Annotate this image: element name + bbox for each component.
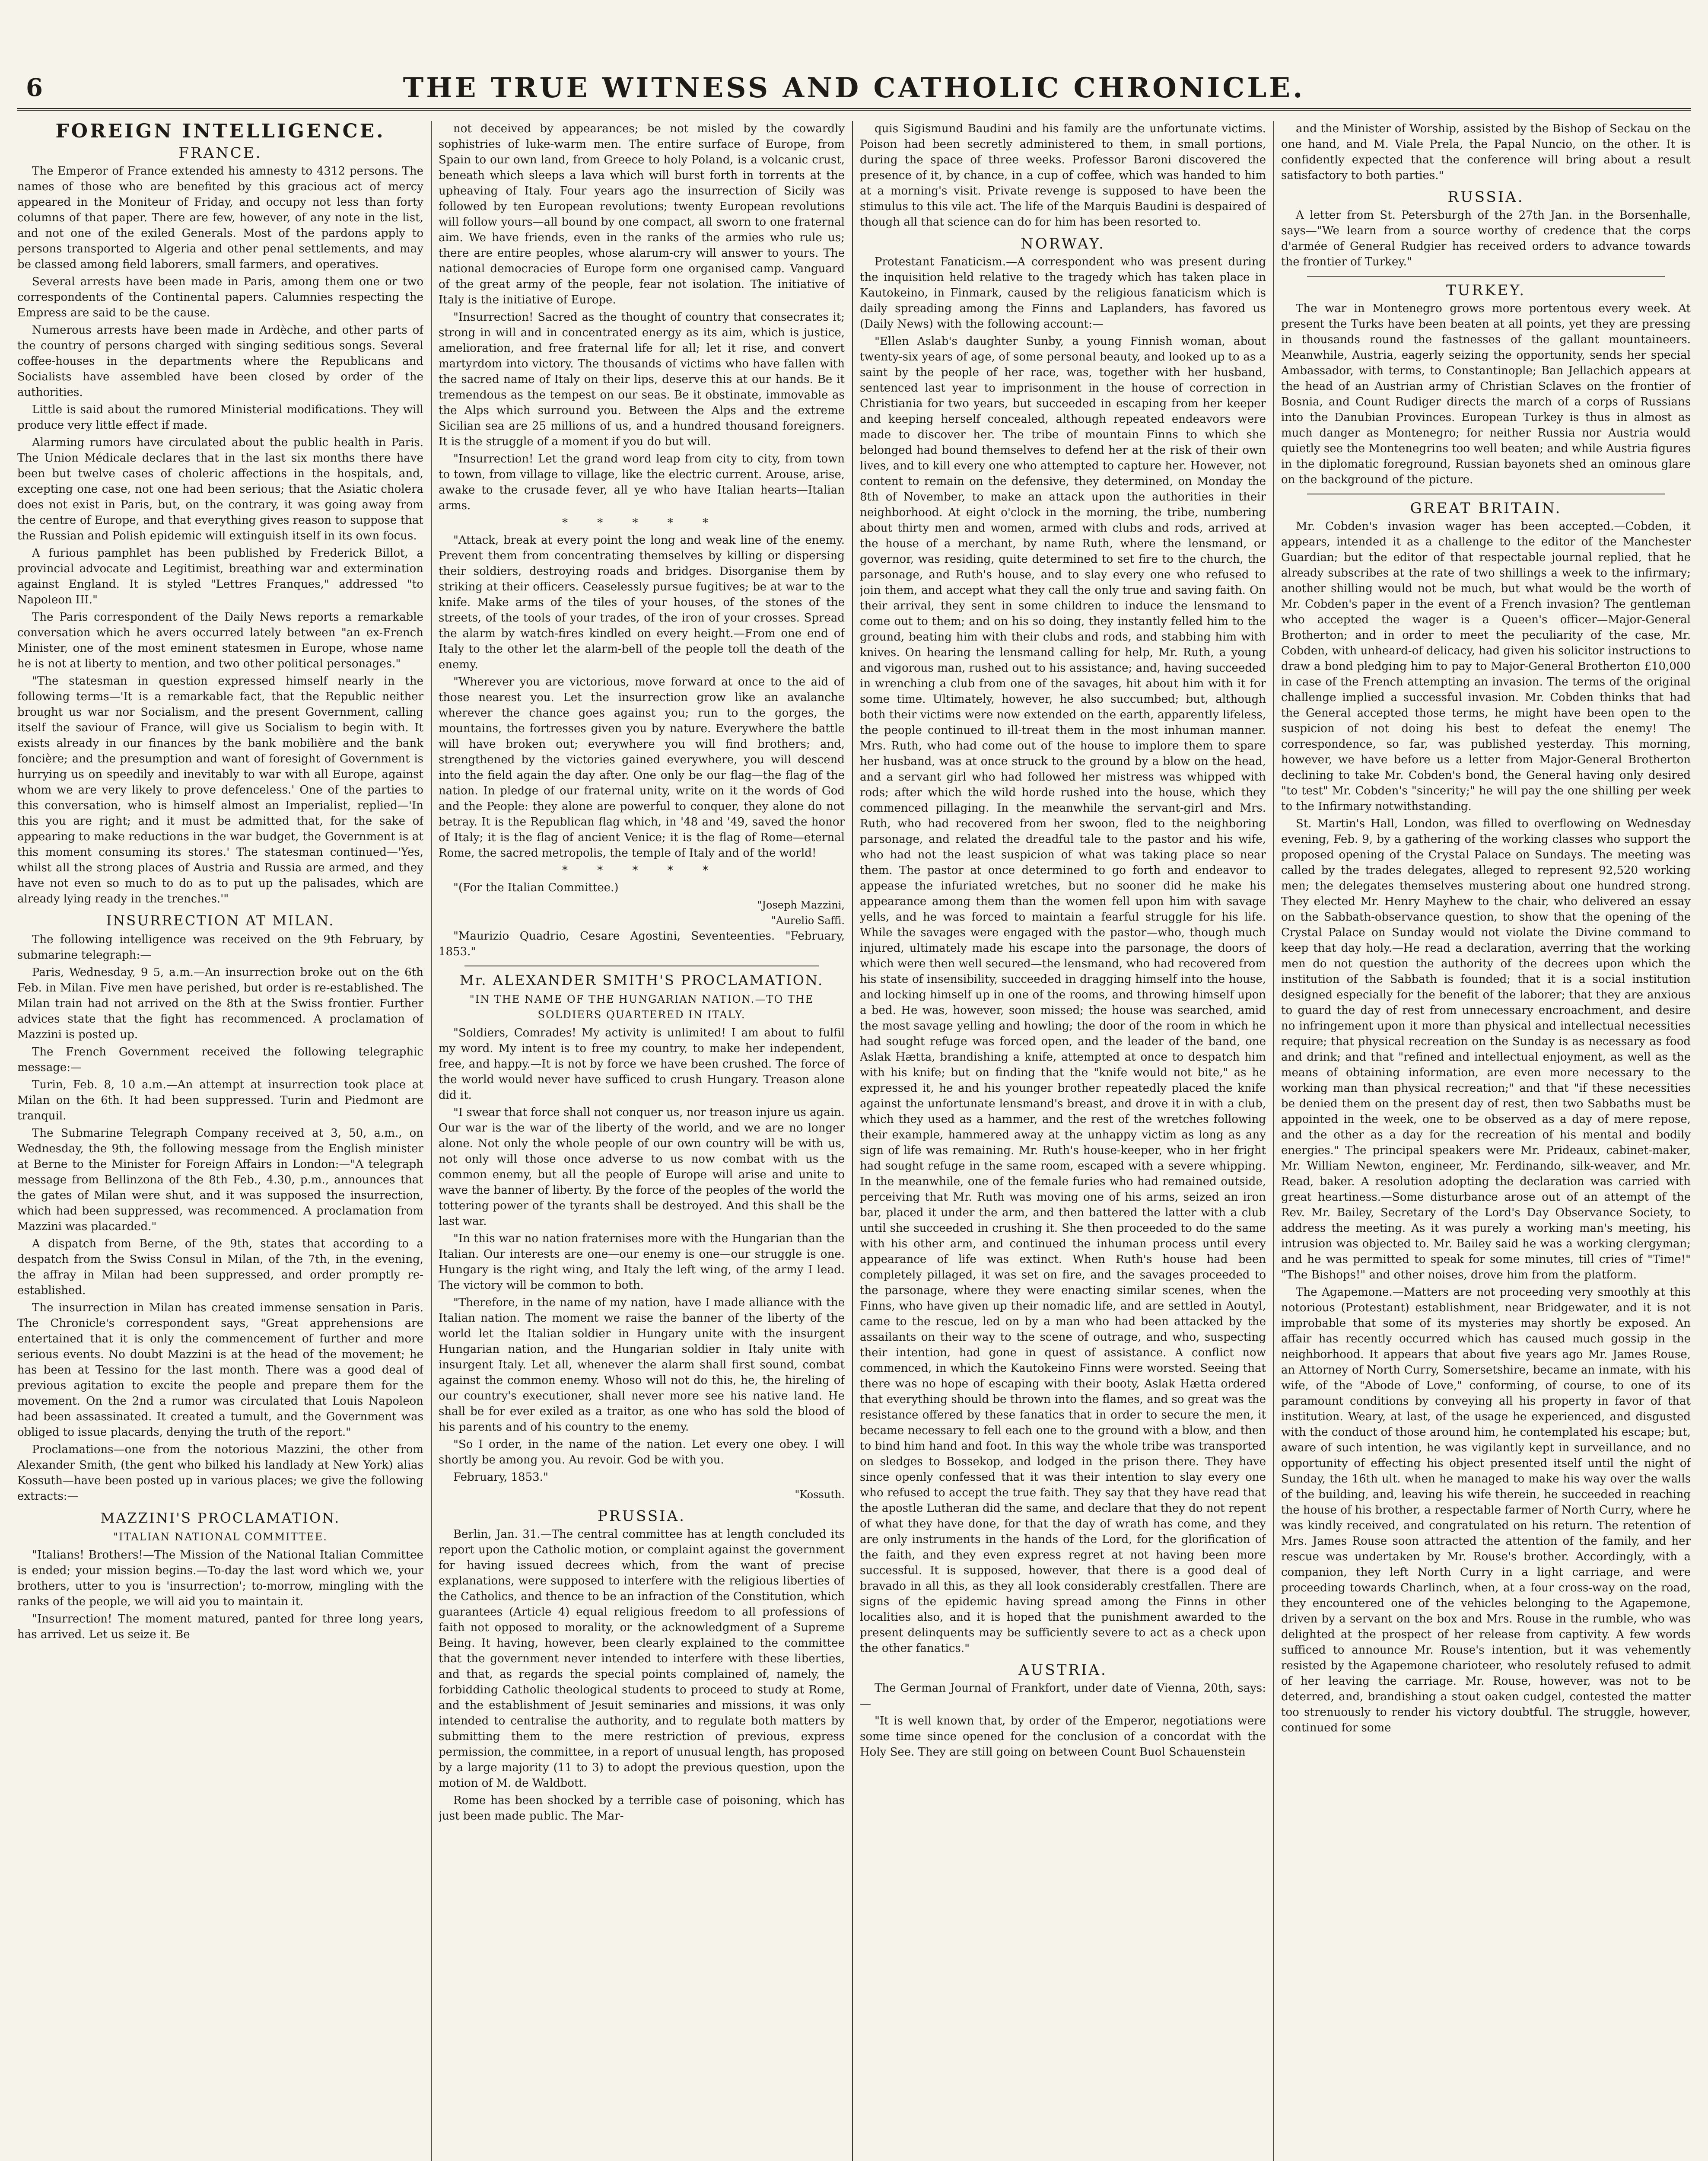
paragraph: and the Minister of Worship, assisted by the Bishop of Seckau on the one hand, and M. Viale Prela, the Papal Nuncio, on the other. It is confidently expected that the conference will bring about a result satisfactory to both parties." [1281,122,1691,182]
paragraph: Little is said about the rumored Ministerial modifications. They will produce very little effect if made. [17,403,423,432]
proclamation-date: February, 1853." [453,1471,548,1484]
ellipsis-divider: * * * * * [562,864,722,877]
mazzini-continued [439,121,845,513]
paragraph: St. Martin's Hall, London, was filled to overflowing on Wednesday evening, Feb. 9, by a gathering of the working classes who support the proposed opening of the Crystal Palace on Sundays. The meeting was called by the trades delegates, alleged to represent 92,520 working men; the delegates themselves mustering about one hundred strong. They elected Mr. Henry Mayhew to the chair, who delivered an essay on the Sabbath-observance question, to show that the opening of the Crystal Palace on Sunday would not violate the Divine command to keep that day holy.—He read a declaration, averring that the working men do not question the authority of the decrees upon which the institution of the Sabbath is founded; that it is a social institution designed especially for the benefit of the laborer; that they are anxious to guard the day of rest from unnecessary encroachment, and desire no infringement upon it more than physical and intellectual necessities require; that physical recreation on the Sunday is as necessary as food and drink; and that "refined and intellectual enjoyment, as well as the means of obtaining information, are even more necessary to the working man than physical recreation;" and that "if these necessities be denied them on the present day of rest, then two Sabbaths must be appointed in the week, one to be observed as a day of mere repose, and the other as a day for the recreation of his mental and bodily energies." The principal speakers were Mr. Prideaux, cabinet-maker, Mr. William Newton, engineer, Mr. Ferdinando, silk-weaver, and Mr. Read, baker. A resolution adopting the declaration was carried with great heartiness.—Some disturbance arose out of an attempt of the Rev. Mr. Bailey, Secretary of the Lord's Day Observance Society, to address the meeting. As it was purely a working man's meeting, his intrusion was objected to. Mr. Bailey said he was a working clergyman; and he was permitted to speak for some minutes, till cries of "Time!" "The Bishops!" and other noises, drove him from the platform. [1281,817,1691,1281]
paragraph: "The statesman in question expressed himself nearly in the following terms—'It is a remarkable fact, that the Republic neither brought us war nor Socialism, and the present Government, calling itself the saviour of France, will give us Socialism to begin with. It exists already in our finances by the bank mobilière and the bank foncière; and the presumption and want of foresight of Government is hurrying us on speedily and inevitably to war with all Europe, against whom we are very likely to prove defenceless.' One of the parties to this conversation, who is himself almost an Imperialist, replied—'In this you are right; and it must be admitted that, for the sake of appearing to make reductions in the war budget, the Government is at this moment consuming its stores.' The statesman continued—'Yes, whilst all the strong places of Austria and Russia are armed, and they have not even so much to do as to put up the palisades, which are already lying ready in the trenches.'" [17,675,423,905]
column-4 [1281,121,1691,2161]
paragraph: "Insurrection! Let the grand word leap from city to city, from town to town, from village to village, like the electric current. Arouse, arise, awake to the crusade fever, all ye who have Italian hearts—Italian arms. [439,453,845,512]
paragraph: "Therefore, in the name of my nation, have I made alliance with the Italian nation. The moment we raise the banner of the liberty of the world let the Italian soldier in Hungary unite with the insurgent Hungarian nation, and the Hungarian soldier in Italy unite with insurgent Italy. Let all, whenever the alarm shall first sound, combat against the common enemy. Whoso will not do this, he, the hireling of our country's executioner, shall never more see his native land. He shall be for ever exiled as a traitor, as one who has sold the blood of his parents and of his country to the enemy. [439,1296,845,1434]
masthead [17,65,1691,111]
signature-extra: "Maurizio Quadrio, Cesare Agostini, Seventeenties. "February, 1853." [439,930,845,958]
signature: "Kossuth. [795,1488,845,1501]
paragraph: Rome has been shocked by a terrible case of poisoning, which has just been made public. The Mar- [439,1794,845,1823]
paragraph: Numerous arrests have been made in Ardèche, and other parts of the country of persons charged with singing seditious songs. Several coffee-houses in the departments where the Republicans and Socialists have assembled have been closed by order of the authorities. [17,324,423,399]
paragraph: The Agapemone.—Matters are not proceeding very smoothly at this notorious (Protestant) establishment, near Bridgewater, and it is not improbable that some of its mysteries may shortly be exposed. An affair has recently occurred which has caused much gossip in the neighborhood. It appears that about five years ago Mr. James Rouse, an Attorney of North Curry, Somersetshire, became an inmate, with his wife, of the "Abode of Love," conforming, of course, to one of its paramount conditions by conveying all his property in favor of that institution. Weary, at last, of the usage he experienced, and disgusted with the conduct of those around him, he contemplated his escape; but, aware of such intention, he was vigilantly kept in surveillance, and no opportunity of effecting his object presented itself until the night of Sunday, the 16th ult. when he managed to make his way over the walls of the building, and, leaving his wife therein, he succeeded in reaching the house of his brother, a respectable farmer of North Curry, where he was kindly received, and congratulated on his return. The retention of Mrs. James Rouse soon attracted the attention of the family, and her rescue was undertaken by Mr. Rouse's brother. Accordingly, with a companion, they left North Curry in a light carriage, and were proceeding towards Charlinch, when, at a four cross-way on the road, they encountered one of the vehicles belonging to the Agapemone, driven by a servant on the box and Mrs. Rouse in the rumble, who was delighted at the prospect of her release from captivity. A few words sufficed to announce Mr. Rouse's intention, but it was vehemently resisted by the Agapemone charioteer, who resolutely refused to admit of her leaving the carriage. Mr. Rouse, however, was not to be deterred, and, brandishing a stout oaken cudgel, contested the matter too strenuously to render his victory doubtful. The struggle, however, continued for some [1281,1286,1691,1734]
paragraph: not deceived by appearances; be not misled by the cowardly sophistries of luke-warm men. The entire surface of Europe, from Spain to our own land, from Greece to holy Poland, is a volcanic crust, beneath which sleeps a lava which will burst forth in torrents at the upheaving of Italy. Four years ago the insurrection of Sicily was followed by ten European revolutions; twenty European revolutions will follow yours—all bound by one compact, all sworn to one fraternal aim. We have friends, even in the ranks of the armies who rule us; there are entire peoples, whose alarum-cry will answer to yours. The national democracies of Europe form one organised camp. Vanguard of the great army of the people, fear not isolation. The initiative of Italy is the initiative of Europe. [439,122,845,306]
article-subheading: "ITALIAN NATIONAL COMMITTEE. [113,1531,328,1543]
newspaper-title: THE TRUE WITNESS AND CATHOLIC CHRONICLE. [403,72,1305,104]
paragraph: The insurrection in Milan has created immense sensation in Paris. The Chronicle's correspondent says, "Great apprehensions are entertained that it is only the commencement of further and more serious events. No doubt Mazzini is at the head of the movement; he has been at Tessino for the last month. There was a good deal of previous agitation to excite the people and prepare them for the movement. On the 2nd a rumor was circulated that Louis Napoleon had been assassinated. It created a tumult, and the Government was obliged to issue placards, denying the truth of the report." [17,1301,423,1439]
paragraph: The German Journal of Frankfort, under date of Vienna, 20th, says:— [860,1682,1266,1710]
mazzini-proclamation [17,1547,423,1642]
paragraph: "Italians! Brothers!—The Mission of the National Italian Committee is ended; your mission begins.—To-day the last word which we, your brothers, utter to you is 'insurrection'; to-morrow, mingling with the ranks of the people, we will aid you to maintain it. [17,1549,423,1608]
paragraph: "Ellen Aslab's daughter Sunby, a young Finnish woman, about twenty-six years of age, of some personal beauty, and looked up to as a saint by the people of her race, was, together with her husband, sentenced last year to imprisonment in the house of correction in Christiania for two years, but succeeded in escaping from her keeper and keeping herself concealed, although repeated endeavors were made to discover her. The tribe of mountain Finns to which she belonged had bound themselves to defend her at the risk of their own lives, and to kill every one who attempted to capture her. However, not content to remain on the defensive, they determined, on Monday the 8th of November, to make an attack upon the authorities in their neighborhood. At eight o'clock in the morning, the tribe, numbering about thirty men and women, armed with clubs and rods, arrived at the house of a merchant, by name Ruth, where the lensmand, or governor, was residing, quite determined to set fire to the church, the parsonage, and Ruth's house, and to slay every one who refused to join them, and accept what they call the only true and saving faith. On their arrival, they sent in some children to induce the lensmand to come out to them; and on his so doing, they instantly felled him to the ground, beating him with their clubs and rods, and stabbing him with knives. On hearing the lensmand calling for help, Mr. Ruth, a young and vigorous man, rushed out to his assistance; and, having succeeded in wrenching a club from one of the savages, hit about him with it for some time. Ultimately, however, he also succumbed; but, although both their victims were now extended on the earth, apparently lifeless, the people continued to ill-treat them in the most inhuman manner. Mrs. Ruth, who had come out of the house to implore them to spare her husband, was at once struck to the ground by a blow on the head, and a servant girl who had followed her mistress was whipped with rods; after which the wild horde rushed into the house, which they commenced pillaging. In the meanwhile the servant-girl and Mrs. Ruth, who had recovered from her swoon, fled to the neighboring parsonage, and related the dreadful tale to the pastor and his wife, who had not the least suspicion of what was taking place so near them. The pastor at once determined to go forth and endeavor to appease the infuriated wretches, but no sooner did he make his appearance among them than the women fell upon him with savage yells, and he was forced to maintain a fearful struggle for his life. While the savages were engaged with the pastor—who, though much injured, ultimately made his escape into the parsonage, the doors of which were then well secured—the lensmand, who had recovered from his state of insensibility, succeeded in dragging himself into the house, and locking himself up in one of the rooms, and throwing himself upon a bed. He was, however, soon missed; the house was searched, amid the most savage yelling and howling; the door of the room in which he had sought refuge was forced open, and the leader of the band, one Aslak Hætta, brandishing a knife, attempted at once to despatch him with his knife; but on finding that the "knife would not bite," as he expressed it, he and his younger brother repeatedly placed the knife against the unfortunate lensmand's breast, and drove it in with a club, which they used as a hammer, and the rest of the wretches following their example, hammered away at the unhappy victim as long as any sign of life was remaining. Mr. Ruth's house-keeper, who in her fright had sought refuge in the same room, escaped with a severe whipping. In the meanwhile, one of the female furies who had remained outside, perceiving that Mr. Ruth was moving one of his arms, seized an iron bar, placed it under the arm, and then battered the latter with a club until she succeeded in crushing it. She then proceeded to do the same with his other arm, and continued the inhuman process until every appearance of life was extinct. When Ruth's house had been completely pillaged, it was set on fire, and the savages proceeded to the parsonage, where they were enacting similar scenes, when the Finns, who have given up their nomadic life, and are settled in Aoutyl, came to the rescue, led on by a man who had been attacked by the assailants on their way to the scene of outrage, and who, suspecting their intention, had gone in quest of assistance. A conflict now commenced, in which the Kautokeino Finns were worsted. Seeing that there was no hope of escaping with their booty, Aslak Hætta ordered that everything should be thrown into the flames, and so great was the resistance offered by these fanatics that in order to secure the men, it became necessary to fell each one to the ground with a blow, and then to bind him hand and foot. In this way the whole tribe was transported on sledges to Bossekop, and lodged in the prison there. They have since openly confessed that it was their intention to slay every one who refused to accept the true faith. They say that they have read that the apostle Lutheran did the same, and declare that they do not repent of what they have done, for that the day of wrath has come, and they are only instruments in the hands of the Lord, for the glorification of the faith, and they even express regret at not having been more successful. It is supposed, however, that there is a good deal of bravado in all this, as they all look considerably crestfallen. There are signs of the epidemic having spread among the Finns in other localities also, and it is hoped that the punishment awarded to the present delinquents may be sufficiently severe to act as a check upon the other fanatics." [860,335,1266,1655]
column-rule [852,121,853,2161]
paragraph: "So I order, in the name of the nation. Let every one obey. I will shortly be among you. Au revoir. God be with you. [439,1438,845,1466]
paragraph: The Submarine Telegraph Company received at 3, 50, a.m., on Wednesday, the 9th, the following message from the English minister at Berne to the Minister for Foreign Affairs in London:—"A telegraph message from Bellinzona of the 8th Feb., 4.30, p.m., announces that the gates of Milan were shut, and it was supposed the insurrection, which had been suppressed, was recommenced. A proclamation from Mazzini was placarded." [17,1127,423,1233]
paragraph: "Insurrection! The moment matured, panted for three long years, has arrived. Let us seize it. Be [17,1613,423,1641]
signature: "Joseph Mazzini, [757,899,845,911]
article-heading: INSURRECTION AT MILAN. [106,912,335,929]
russia-article [1281,207,1691,270]
article-heading: MAZZINI'S PROCLAMATION. [100,1510,340,1526]
paragraph: "Attack, break at every point the long and weak line of the enemy. Prevent them from concentrating themselves by killing or dispersing their soldiers, destroying roads and bridges. Disorganise them by striking at their officers. Ceaselessly pursue fugitives; be at war to the knife. Make arms of the tiles of your houses, of the stones of the streets, of the tools of your trades, of the iron of your crosses. Spread the alarm by watch-fires kindled on every height.—From one end of Italy to the other let the alarm-bell of the people toll the death of the enemy. [439,534,845,671]
paragraph: The French Government received the following telegraphic message:— [17,1045,423,1074]
divider [1307,276,1665,277]
country-heading: GREAT BRITAIN. [1410,500,1562,517]
paragraph: A letter from St. Petersburgh of the 27th Jan. in the Borsenhalle, says—"We learn from a source worthy of credence that the corps d'armée of General Rudgier has received orders to advance towards the frontier of Turkey." [1281,209,1691,268]
paragraph: "It is well known that, by order of the Emperor, negotiations were some time since opened for the conclusion of a concordat with the Holy See. They are still going on between Count Buol Schauenstein [860,1715,1266,1759]
paragraph: A dispatch from Berne, of the 9th, states that according to a despatch from the Swiss Consul in Milan, of the 7th, in the evening, the affray in Milan had been suppressed, and order promptly re-established. [17,1237,423,1297]
country-heading: RUSSIA. [1447,188,1524,206]
paragraph: Paris, Wednesday, 9 5, a.m.—An insurrection broke out on the 6th Feb. in Milan. Five men have perished, but order is re-established. The Milan train had not arrived on the 8th at the Swiss frontier. Further advices state that the fight has recommenced. A proclamation of Mazzini is posted up. [17,966,423,1041]
milan-article [17,932,423,1504]
country-heading: PRUSSIA. [598,1508,686,1525]
paragraph: Berlin, Jan. 31.—The central committee has at length concluded its report upon the Catholic motion, or complaint against the government for having issued decrees which, from the want of precise explanations, were supposed to interfere with the religious liberties of the Catholics, and thence to be an infraction of the Constitution, which guarantees (Article 4) equal religious freedom to all professions of faith not opposed to morality, or the acknowledgment of a Supreme Being. It having, however, been clearly explained to the committee that the government never intended to interfere with these liberties, and that, as regards the special points complained of, namely, the forbidding Catholic theological students to proceed to study at Rome, and the establishment of Jesuit seminaries and missions, it was only intended to centralise the authority, and to regulate both matters by submitting them to the mere restriction of previous, express permission, the committee, in a report of unusual length, has proposed by a large majority (11 to 3) to adopt the previous question, upon the motion of M. de Waldbott. [439,1528,845,1790]
paragraph: The Emperor of France extended his amnesty to 4312 persons. The names of those who are benefited by this gracious act of mercy appeared in the Moniteur of Friday, and occupy not less than forty columns of that paper. There are few, however, of any note in the list, and not one of the exiled Generals. Most of the pardons apply to persons transported to Algeria and other penal settlements, and may be classed among field laborers, small farmers, and operatives. [17,165,423,271]
rome-poisoning-continued [860,121,1266,230]
committee-line: "(For the Italian Committee.) [453,881,619,894]
column-1 [17,121,423,2161]
column-2 [439,121,845,2161]
section-title: FOREIGN INTELLIGENCE. [55,121,385,142]
paragraph: The following intelligence was received on the 9th February, by submarine telegraph:— [17,933,423,962]
mazzini-continued-2 [439,532,845,861]
article-subheading: "IN THE NAME OF THE HUNGARIAN NATION.—TO THE SOLDIERS QUARTERED IN ITALY. [469,993,814,1021]
column-rule [431,121,432,2161]
paragraph: A furious pamphlet has been published by Frederick Billot, a provincial advocate and Legitimist, breathing war and extermination against England. It is styled "Lettres Franques," addressed "to Napoleon III." [17,547,423,606]
paragraph: "In this war no nation fraternises more with the Hungarian than the Italian. Our interests are one—our enemy is one—our struggle is one. Hungary is the right wing, and Italy the left wing, of the army I lead. The victory will be common to both. [439,1232,845,1292]
paragraph: Proclamations—one from the notorious Mazzini, the other from Alexander Smith, (the gent who bilked his landlady at New York) alias Kossuth—have been posted up in various places; we give the following extracts:— [17,1443,423,1503]
signature: "Aurelio Saffi. [771,915,845,927]
column-rule [1273,121,1274,2161]
paragraph: The Paris correspondent of the Daily News reports a remarkable conversation which he avers occurred lately between "an ex-French Minister, one of the most eminent statesmen in Europe, whose name he is not at liberty to mention, and two other political personages." [17,611,423,670]
article-heading: Mr. ALEXANDER SMITH'S PROCLAMATION. [459,972,824,988]
column-3 [860,121,1266,2161]
paragraph: "Insurrection! Sacred as the thought of country that consecrates it; strong in will and in concentrated energy as its aim, which is justice, amelioration, and free fraternal life for all; let it rise, and convert martyrdom into victory. The thousands of victims who have fallen with the sacred name of Italy on their lips, deserve this at our hands. Be it tremendous as the tempest on our seas. Be it obstinate, immovable as the Alps which surround you. Between the Alps and the extreme Sicilian sea are 25 millions of us, and a hundred thousand foreigners. It is the struggle of a moment if you do but will. [439,311,845,448]
paragraph: quis Sigismund Baudini and his family are the unfortunate victims. Poison had been secretly administered to them, in small portions, during the space of three weeks. Professor Baroni discovered the presence of it, by chance, in a cup of coffee, which was handed to him at a morning's visit. Private revenge is supposed to have been the stimulus to this vile act. The life of the Marquis Baudini is despaired of though all that science can do for him has been resorted to. [860,122,1266,229]
prussia-article [439,1527,845,1824]
paragraph: Alarming rumors have circulated about the public health in Paris. The Union Médicale declares that in the last six months there have been but twelve cases of choleric affections in the hospitals, and, excepting one case, not one had been serious; that the Asiatic cholera does not exist in Paris, but, on the contrary, it was going away from the centre of Europe, and that everything gives reason to suppose that the Russian and Polish epidemic will extinguish itself in its own focus. [17,436,423,542]
paragraph: "Soldiers, Comrades! My activity is unlimited! I am about to fulfil my word. My intent is to free my country, to make her independent, free, and happy.—It is not by force we have been crushed. The force of the world would never have sufficed to crush Hungary. Treason alone did it. [439,1026,845,1102]
paragraph: "Wherever you are victorious, move forward at once to the aid of those nearest you. Let the insurrection grow like an avalanche wherever the chance goes against you; run to the gorges, the mountains, the fortresses given you by nature. Everywhere the battle will have broken out; everywhere you will find brothers; and, strengthened by the victories gained everywhere, you will descend into the field again the day after. One only be our flag—the flag of the nation. In pledge of our fraternal unity, write on it the words of God and the People: they alone are powerful to conquer, they alone do not betray. It is the Republican flag which, in '48 and '49, saved the honor of Italy; it is the flag of ancient Venice; it is the flag of Rome—eternal Rome, the sacred metropolis, the temple of Italy and of the world! [439,676,845,860]
country-heading: FRANCE. [178,144,262,162]
paragraph: Protestant Fanaticism.—A correspondent who was present during the inquisition held relative to the tragedy which has taken place in Kautokeino, in Finmark, caused by the religious fanaticism which is daily spreading among the Finns and Laplanders, has favored us (Daily News) with the following account:— [860,255,1266,331]
country-heading: TURKEY. [1446,282,1526,299]
austria-continued [1281,121,1691,183]
paragraph: "I swear that force shall not conquer us, nor treason injure us again. Our war is the war of the liberty of the world, and we are no longer alone. Not only the whole people of our own country will be with us, not only will those once adverse to us now combat with us the common enemy, but all the people of Europe will arise and unite to wave the banner of liberty. By the force of the peoples of the world the tottering power of the tyrants shall be destroyed. And this shall be the last war. [439,1106,845,1228]
ellipsis-divider: * * * * * [562,516,722,529]
norway-article [860,254,1266,1656]
columns [17,121,1691,2161]
austria-article [860,1680,1266,1760]
france-article [17,163,423,907]
smith-proclamation [439,1025,845,1468]
paragraph: The war in Montenegro grows more portentous every week. At present the Turks have been beaten at all points, yet they are pressing in thousands round the fastnesses of the gallant mountaineers. Meanwhile, Austria, eagerly seizing the opportunity, sends her special Ambassador, with terms, to Constantinople; Ban Jellachich appears at the head of an Austrian army of Christian Sclaves on the frontier of Bosnia, and Count Rudiger directs the march of a corps of Russians into the Danubian Provinces. European Turkey is thus in almost as much danger as Montenegro; for neither Russia nor Austria would quietly see the Montenegrins too well beaten; and while Austria figures in the diplomatic foreground, Russian bayonets shed an ominous glare on the background of the picture. [1281,302,1691,486]
country-heading: AUSTRIA. [1018,1661,1107,1679]
britain-article [1281,519,1691,1736]
paragraph: Turin, Feb. 8, 10 a.m.—An attempt at insurrection took place at Milan on the 6th. It had been suppressed. Turin and Piedmont are tranquil. [17,1078,423,1122]
page-number: 6 [26,73,43,102]
paragraph: Several arrests have been made in Paris, among them one or two correspondents of the Continental papers. Calumnies respecting the Empress are said to be the cause. [17,275,423,319]
country-heading: NORWAY. [1021,235,1105,252]
paragraph: Mr. Cobden's invasion wager has been accepted.—Cobden, it appears, intended it as a challenge to the editor of the Manchester Guardian; but the editor of that respectable journal replied, that he already subscribes at the rate of two shillings a week to the infirmary; another shilling would not be much, but what would be the worth of Mr. Cobden's paper in the event of a French invasion? The gentleman who accepted the wager is a Queen's officer—Major-General Brotherton; and in order to meet the peculiarity of the case, Mr. Cobden, with unheard-of delicacy, had given his solicitor instructions to draw a bond pledging him to pay to Major-General Brotherton £10,000 in case of the French attempting an invasion. The terms of the original challenge implied a successful invasion. Mr. Cobden thinks that had the General accepted those terms, he might have been open to the suspicion of not doing his best to defeat the enemy! The correspondence, so far, was published yesterday. This morning, however, we have before us a letter from Major-General Brotherton declining to take Mr. Cobden's bond, the General having only desired "to test" Mr. Cobden's "sincerity;" he will pay the one shilling per week to the Infirmary notwithstanding. [1281,520,1691,813]
turkey-article [1281,301,1691,488]
